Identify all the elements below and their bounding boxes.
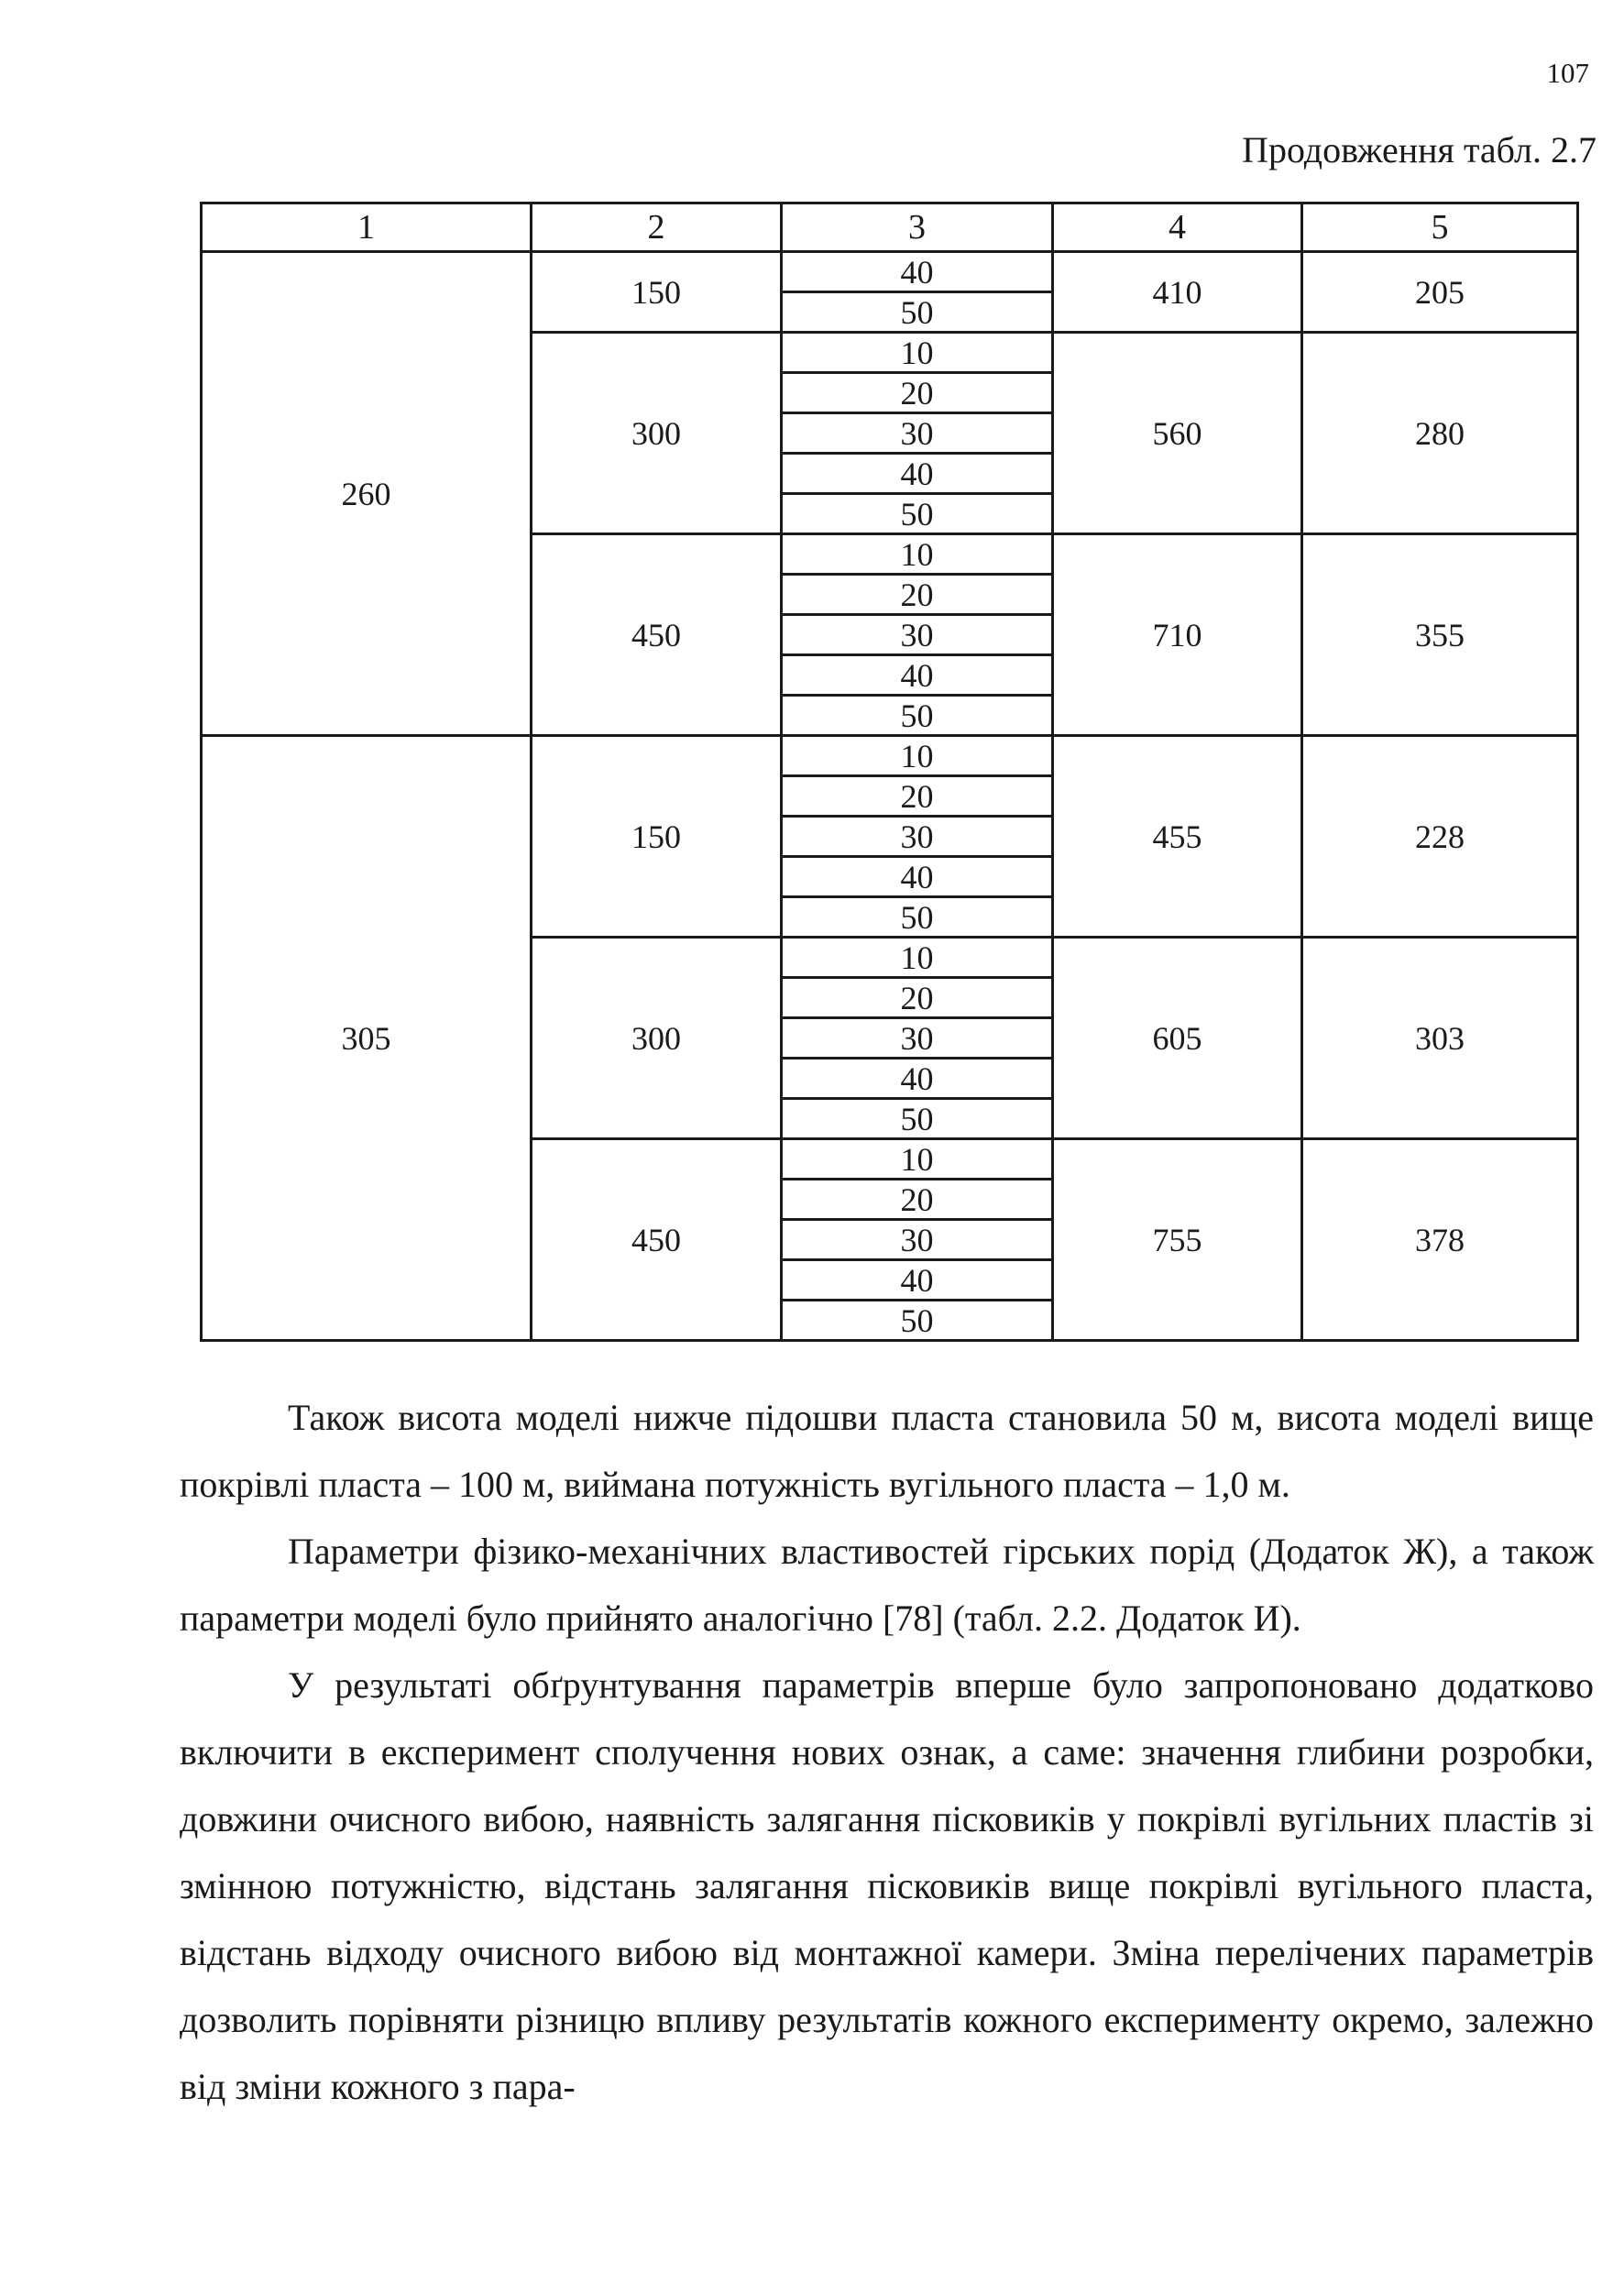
cell-col2: 300	[532, 938, 782, 1139]
cell-col3: 30	[782, 413, 1053, 454]
cell-col3: 50	[782, 1301, 1053, 1341]
cell-col4: 560	[1053, 333, 1302, 534]
cell-col3: 10	[782, 1139, 1053, 1180]
header-cell: 4	[1053, 203, 1302, 252]
cell-col5: 280	[1302, 333, 1578, 534]
table-row	[202, 252, 1578, 292]
cell-col4: 410	[1053, 252, 1302, 333]
cell-col1: 305	[202, 736, 532, 1341]
table-header-row	[202, 203, 1578, 252]
body-text	[180, 1384, 1594, 2120]
header-cell: 3	[782, 203, 1053, 252]
header-cell: 1	[202, 203, 532, 252]
paragraph: Також висота моделі нижче підошви пласта становила 50 м, висота моделі вище покрівлі пласта – 100 м, виймана потужність вугільного пласта – 1,0 м.	[180, 1397, 1594, 1505]
cell-col3: 50	[782, 292, 1053, 333]
cell-col2: 300	[532, 333, 782, 534]
cell-col3: 30	[782, 1018, 1053, 1059]
cell-col3: 50	[782, 494, 1053, 534]
table-row	[202, 736, 1578, 776]
page-number: 107	[1546, 57, 1589, 89]
header-cell: 2	[532, 203, 782, 252]
cell-col2: 450	[532, 1139, 782, 1341]
cell-col4: 710	[1053, 534, 1302, 736]
cell-col5: 355	[1302, 534, 1578, 736]
paragraph: У результаті обґрунтування параметрів вперше було запропоновано додатково включити в експеримент сполучення нових ознак, а саме: значення глибини розробки, довжини очисного вибою, наявність залягання пісковиків у покрівлі вугільних пластів зі змінною потужністю, відстань залягання пісковиків вище покрівлі вугільного пласта, відстань відходу очисного вибою від монтажної камери. Зміна перелічених параметрів дозволить порівняти різницю впливу результатів кожного експерименту окремо, залежно від зміни кожного з пара-	[180, 1664, 1594, 2107]
cell-col3: 30	[782, 1220, 1053, 1260]
cell-col3: 40	[782, 1260, 1053, 1301]
cell-col4: 605	[1053, 938, 1302, 1139]
cell-col3: 20	[782, 575, 1053, 615]
paragraph: Параметри фізико-механічних властивостей гірських порід (Додаток Ж), а також параметри моделі було прийнято аналогічно [78] (табл. 2.2. Додаток И).	[180, 1531, 1594, 1639]
cell-col2: 150	[532, 252, 782, 333]
cell-col3: 30	[782, 817, 1053, 857]
cell-col1: 260	[202, 252, 532, 736]
header-cell: 5	[1302, 203, 1578, 252]
cell-col5: 228	[1302, 736, 1578, 938]
cell-col3: 20	[782, 978, 1053, 1018]
cell-col3: 40	[782, 857, 1053, 897]
cell-col4: 755	[1053, 1139, 1302, 1341]
cell-col3: 20	[782, 1180, 1053, 1220]
cell-col3: 40	[782, 1059, 1053, 1099]
cell-col3: 30	[782, 615, 1053, 655]
cell-col2: 150	[532, 736, 782, 938]
cell-col4: 455	[1053, 736, 1302, 938]
cell-col3: 40	[782, 454, 1053, 494]
cell-col3: 50	[782, 897, 1053, 938]
cell-col3: 10	[782, 333, 1053, 373]
cell-col5: 205	[1302, 252, 1578, 333]
cell-col3: 10	[782, 938, 1053, 978]
cell-col3: 40	[782, 252, 1053, 292]
cell-col2: 450	[532, 534, 782, 736]
cell-col3: 40	[782, 655, 1053, 696]
data-table	[200, 202, 1579, 1342]
cell-col3: 20	[782, 373, 1053, 413]
cell-col3: 10	[782, 736, 1053, 776]
cell-col5: 378	[1302, 1139, 1578, 1341]
cell-col5: 303	[1302, 938, 1578, 1139]
cell-col3: 50	[782, 1099, 1053, 1139]
cell-col3: 10	[782, 534, 1053, 575]
cell-col3: 50	[782, 696, 1053, 736]
table-caption: Продовження табл. 2.7	[1242, 129, 1597, 170]
cell-col3: 20	[782, 776, 1053, 817]
